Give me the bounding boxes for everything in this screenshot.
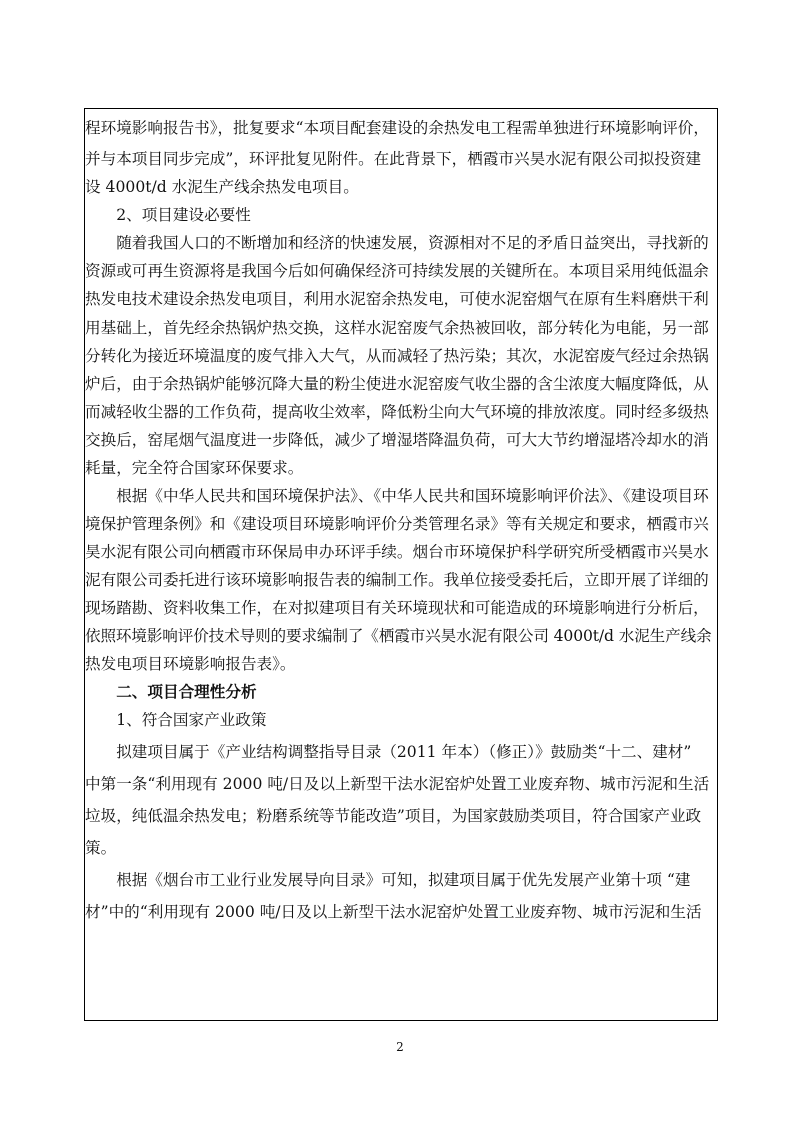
text-line: 境保护管理条例》和《建设项目环境影响评价分类管理名录》等有关规定和要求，栖霞市兴: [85, 515, 709, 533]
text-line: 热发电技术建设余热发电项目，利用水泥窑余热发电，可使水泥窑烟气在原有生料磨烘干利: [85, 290, 709, 308]
page-number: 2: [396, 1040, 404, 1054]
text-line: 策。: [85, 839, 117, 857]
content-frame: [84, 108, 718, 1021]
section-heading: 二、项目合理性分析: [85, 682, 257, 701]
text-line: 程环境影响报告书》，批复要求“本项目配套建设的余热发电工程需单独进行环境影响评价，: [85, 119, 709, 137]
text-line: 拟建项目属于《产业结构调整指导目录（2011 年本）（修正）》鼓励类“十二、建材”: [85, 743, 692, 761]
text-line: 现场踏勘、资料收集工作，在对拟建项目有关环境现状和可能造成的环境影响进行分析后，: [85, 599, 709, 617]
text-line: 资源或可再生资源将是我国今后如何确保经济可持续发展的关键所在。本项目采用纯低温余: [85, 262, 709, 280]
text-line: 而减轻收尘器的工作负荷，提高收尘效率，降低粉尘向大气环境的排放浓度。同时经多级热: [85, 403, 709, 421]
text-line: 炉后，由于余热锅炉能够沉降大量的粉尘使进水泥窑废气收尘器的含尘浓度大幅度降低，从: [85, 375, 709, 393]
text-line: 依照环境影响评价技术导则的要求编制了《栖霞市兴昊水泥有限公司 4000t/d 水泥生产线余: [85, 627, 712, 645]
text-line: 2、项目建设必要性: [85, 206, 251, 224]
text-line: 并与本项目同步完成”，环评批复见附件。在此背景下，栖霞市兴昊水泥有限公司拟投资建: [85, 150, 702, 168]
text-line: 泥有限公司委托进行该环境影响报告表的编制工作。我单位接受委托后，立即开展了详细的: [85, 571, 709, 589]
text-line: 交换后，窑尾烟气温度进一步降低，减少了增湿塔降温负荷，可大大节约增湿塔冷却水的消: [85, 431, 709, 449]
text-line: 昊水泥有限公司向栖霞市环保局申办环评手续。烟台市环境保护科学研究所受栖霞市兴昊水: [85, 543, 709, 561]
text-line: 随着我国人口的不断增加和经济的快速发展，资源相对不足的矛盾日益突出，寻找新的: [85, 234, 709, 252]
text-line: 1、符合国家产业政策: [85, 711, 267, 729]
text-line: 中第一条“利用现有 2000 吨/日及以上新型干法水泥窑炉处置工业废弃物、城市污泥和生活: [85, 775, 710, 793]
text-line: 用基础上，首先经余热锅炉热交换，这样水泥窑废气余热被回收，部分转化为电能，另一部: [85, 319, 709, 337]
text-line: 设 4000t/d 水泥生产线余热发电项目。: [85, 178, 359, 196]
text-line: 根据《烟台市工业行业发展导向目录》可知，拟建项目属于优先发展产业第十项 “建: [85, 871, 691, 889]
text-line: 分转化为接近环境温度的废气排入大气，从而减轻了热污染；其次，水泥窑废气经过余热锅: [85, 347, 709, 365]
text-line: 材”中的“利用现有 2000 吨/日及以上新型干法水泥窑炉处置工业废弃物、城市污泥和生活: [85, 903, 702, 921]
text-line: 垃圾，纯低温余热发电；粉磨系统等节能改造”项目，为国家鼓励类项目，符合国家产业政: [85, 807, 702, 825]
text-line: 根据《中华人民共和国环境保护法》、《中华人民共和国环境影响评价法》、《建设项目环: [85, 487, 709, 505]
text-line: 热发电项目环境影响报告表》。: [85, 655, 296, 673]
text-line: 耗量，完全符合国家环保要求。: [85, 459, 304, 477]
